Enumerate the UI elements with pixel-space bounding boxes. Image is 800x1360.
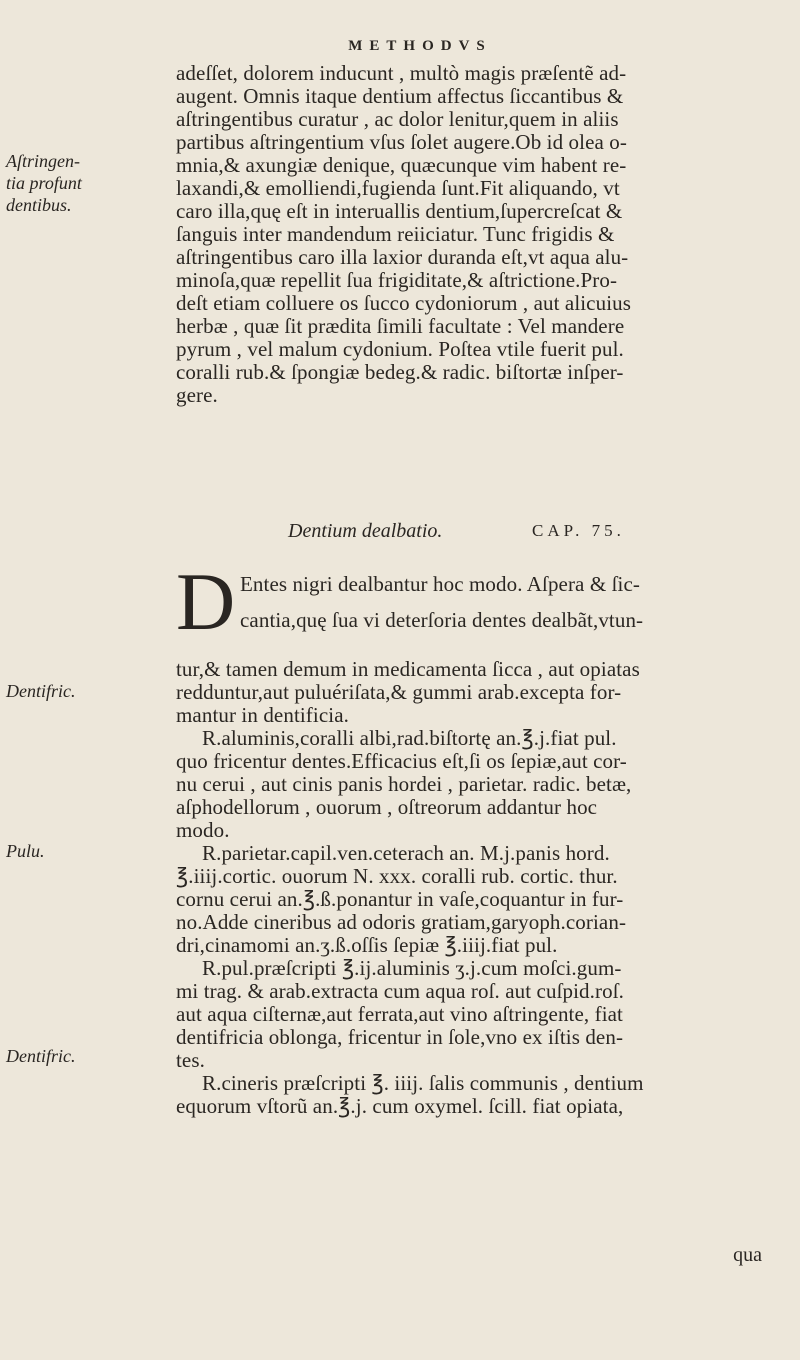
text-line: mantur in dentificia. — [176, 704, 349, 727]
recipe-line: R.pul.præſcripti ℥.ij.aluminis ʒ.j.cum moſci.gum- — [202, 957, 622, 980]
margin-note-dentifric-1: Dentifric. — [6, 681, 76, 701]
top-paragraph — [176, 62, 774, 407]
text-line: aſtringentibus curatur , ac dolor lenitur,quem in aliis — [176, 108, 619, 131]
margin-note-astringentia — [6, 150, 166, 216]
chapter-number: CAP. 75. — [532, 521, 625, 540]
text-line: cantia,quę ſua vi deterſoria dentes dealbãt,vtun- — [240, 608, 644, 632]
text-line: equorum vſtorũ an.℥.j. cum oxymel. ſcill. fiat opiata, — [176, 1095, 624, 1118]
text-line: deſt etiam colluere os ſucco cydoniorum , aut alicuius — [176, 292, 632, 315]
text-line: mi trag. & arab.extracta cum aqua roſ. aut cuſpid.roſ. — [176, 980, 624, 1003]
text-line: dentifricia oblonga, fricentur in ſole,vno ex iſtis den- — [176, 1026, 624, 1049]
margin-note-pulu: Pulu. — [6, 841, 45, 861]
chapter-heading — [176, 516, 774, 546]
text-line: Entes nigri dealbantur hoc modo. Aſpera & ſic- — [240, 572, 640, 596]
text-line: cornu cerui an.℥.ß.ponantur in vaſe,coquantur in fur- — [176, 888, 624, 911]
text-line: aut aqua ciſternæ,aut ferrata,aut vino aſtringente, fiat — [176, 1003, 623, 1026]
text-line: aſphodellorum , ouorum , oſtreorum addantur hoc — [176, 796, 598, 819]
text-line: dri,cinamomi an.ʒ.ß.oſſis ſepiæ ℥.iiij.fiat pul. — [176, 934, 558, 957]
text-line: quo fricentur dentes.Efficacius eſt,ſi os ſepiæ,aut cor- — [176, 750, 627, 773]
recipe-line: R.parietar.capil.ven.ceterach an. M.j.panis hord. — [202, 842, 610, 865]
text-line: adeſſet, dolorem inducunt , multò magis præſentẽ ad- — [176, 62, 627, 85]
text-line: coralli rub.& ſpongiæ bedeg.& radic. biſtortæ inſper- — [176, 361, 624, 384]
margin-note-line: dentibus. — [6, 195, 72, 215]
text-line: aſtringentibus caro illa laxior duranda eſt,vt aqua alu- — [176, 246, 629, 269]
text-line: minoſa,quæ repellit ſua frigiditate,& aſtrictione.Pro- — [176, 269, 618, 292]
chapter-body — [176, 658, 774, 1118]
chapter-title: Dentium dealbatio. — [288, 520, 443, 542]
text-line: herbæ , quæ ſit prædita ſimili facultate : Vel mandere — [176, 315, 625, 338]
text-line: mnia,& axungiæ denique, quæcunque vim habent re- — [176, 154, 627, 177]
margin-note-line: Aſtringen- — [6, 151, 80, 171]
text-line: ſanguis inter mandendum reiiciatur. Tunc frigidis & — [176, 223, 615, 246]
text-line: tur,& tamen demum in medicamenta ſicca , aut opiatas — [176, 658, 640, 681]
text-line: nu cerui , aut cinis panis hordei , parietar. radic. betæ, — [176, 773, 632, 796]
text-line: tes. — [176, 1049, 205, 1072]
drop-cap: D — [176, 556, 236, 647]
recipe-line: R.aluminis,coralli albi,rad.biſtortę an.℥.j.fiat pul. — [202, 727, 617, 750]
margin-note-line: tia profunt — [6, 173, 82, 193]
running-head: METHODVS — [348, 38, 492, 54]
recipe-line: R.cineris præſcripti ℥. iiij. ſalis communis , dentium — [202, 1072, 644, 1095]
text-line: pyrum , vel malum cydonium. Poſtea vtile fuerit pul. — [176, 338, 624, 361]
text-line: modo. — [176, 819, 230, 842]
text-line: redduntur,aut puluériſata,& gummi arab.excepta for- — [176, 681, 622, 704]
catchword: qua — [733, 1244, 762, 1266]
text-line: gere. — [176, 384, 218, 407]
text-line: no.Adde cineribus ad odoris gratiam,garyoph.corian- — [176, 911, 627, 934]
text-line: partibus aſtringentium vſus ſolet augere.Ob id olea o- — [176, 131, 627, 154]
text-line: ℥.iiij.cortic. ouorum N. xxx. coralli rub. cortic. thur. — [176, 865, 618, 888]
text-line: caro illa,quę eſt in interuallis dentium,ſupercreſcat & — [176, 200, 623, 223]
drop-cap-lines — [240, 566, 774, 638]
text-line: augent. Omnis itaque dentium affectus ſiccantibus & — [176, 85, 624, 108]
margin-note-dentifric-2: Dentifric. — [6, 1046, 76, 1066]
text-line: laxandi,& emolliendi,fugienda ſunt.Fit aliquando, vt — [176, 177, 620, 200]
